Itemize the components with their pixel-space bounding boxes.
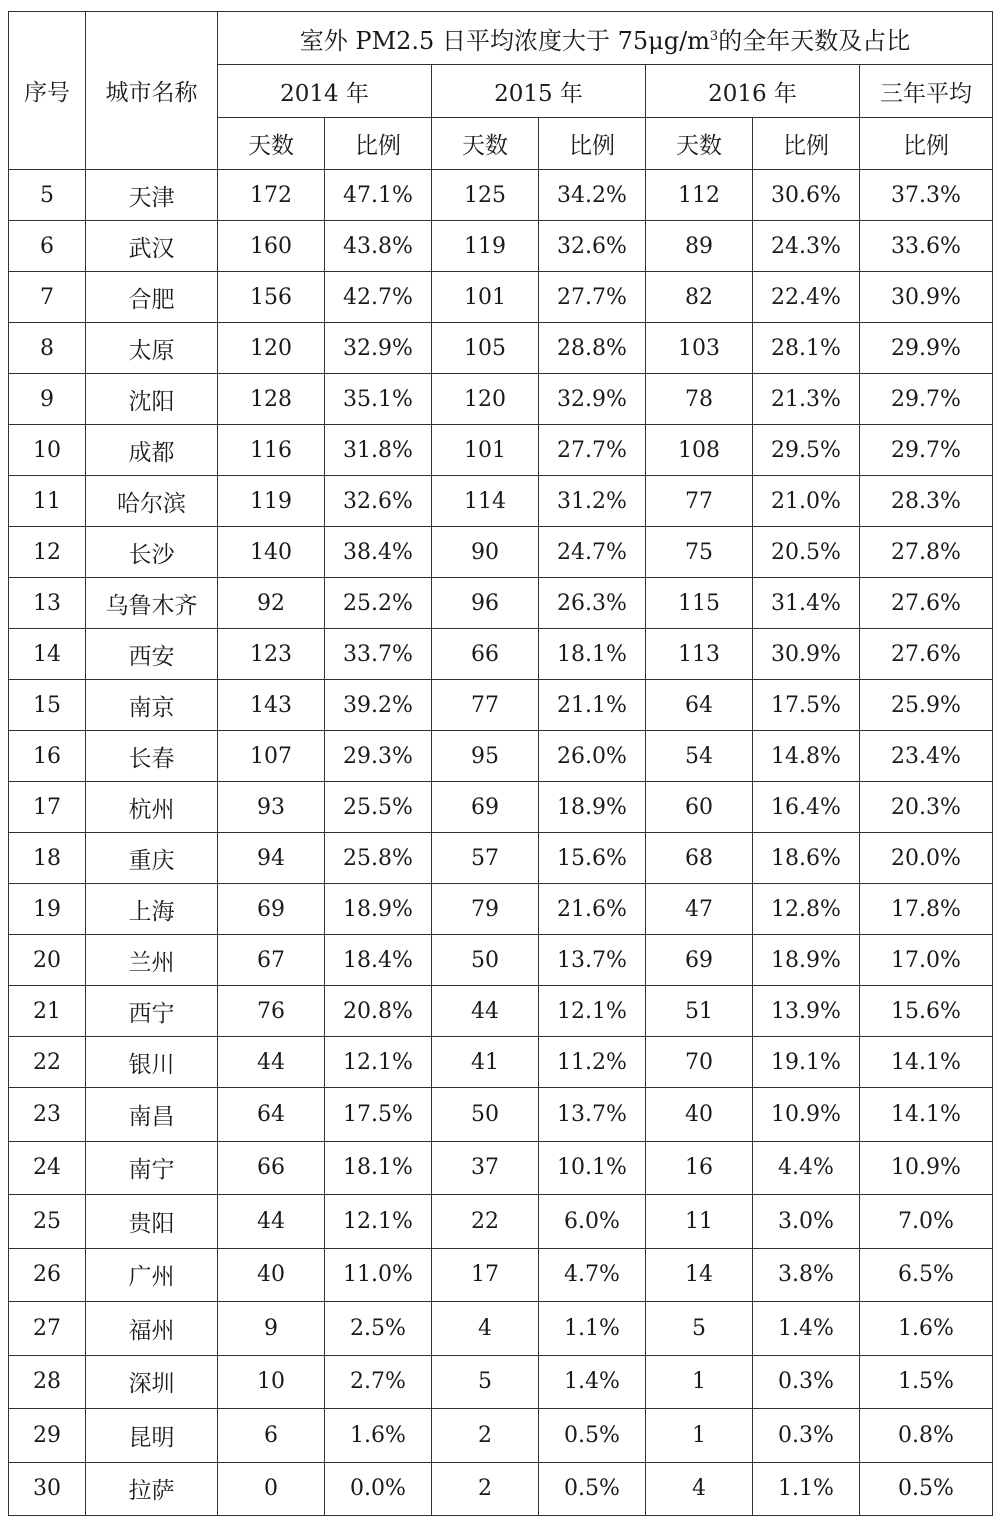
ratio-2015-cell: 1.4% <box>539 1355 646 1409</box>
city-cell: 成都 <box>86 425 218 476</box>
days-2016-cell: 1 <box>646 1409 753 1463</box>
ratio-average-cell: 27.6% <box>860 578 993 629</box>
ratio-2014-cell: 35.1% <box>325 374 432 425</box>
index-cell: 10 <box>9 425 86 476</box>
ratio-average-cell: 33.6% <box>860 221 993 272</box>
ratio-2014-cell: 18.4% <box>325 935 432 986</box>
index-cell: 5 <box>9 170 86 221</box>
days-2015-cell: 95 <box>432 731 539 782</box>
ratio-2015-cell: 13.7% <box>539 1088 646 1142</box>
days-2015-cell: 2 <box>432 1409 539 1463</box>
index-cell: 9 <box>9 374 86 425</box>
index-cell: 16 <box>9 731 86 782</box>
city-cell: 重庆 <box>86 833 218 884</box>
ratio-average-cell: 0.5% <box>860 1462 993 1516</box>
ratio-2014-cell: 25.5% <box>325 782 432 833</box>
table-row <box>9 374 993 425</box>
ratio-2014-cell: 11.0% <box>325 1248 432 1302</box>
days-2014-cell: 69 <box>218 884 325 935</box>
days-2014-cell: 107 <box>218 731 325 782</box>
days-2016-cell: 78 <box>646 374 753 425</box>
ratio-2016-cell: 0.3% <box>753 1409 860 1463</box>
table-header <box>9 12 993 170</box>
city-cell: 西宁 <box>86 986 218 1037</box>
days-2014-cell: 40 <box>218 1248 325 1302</box>
days-2014-cell: 93 <box>218 782 325 833</box>
table-body <box>9 170 993 1516</box>
ratio-average-cell: 1.5% <box>860 1355 993 1409</box>
ratio-2016-cell: 29.5% <box>753 425 860 476</box>
index-cell: 8 <box>9 323 86 374</box>
index-cell: 17 <box>9 782 86 833</box>
city-cell: 南宁 <box>86 1141 218 1195</box>
days-2016-cell: 89 <box>646 221 753 272</box>
ratio-2014-cell: 17.5% <box>325 1088 432 1142</box>
city-cell: 拉萨 <box>86 1462 218 1516</box>
days-2014-cell: 10 <box>218 1355 325 1409</box>
ratio-2016-cell: 3.8% <box>753 1248 860 1302</box>
ratio-2015-cell: 34.2% <box>539 170 646 221</box>
ratio-2016-cell: 18.6% <box>753 833 860 884</box>
days-2015-cell: 69 <box>432 782 539 833</box>
index-cell: 14 <box>9 629 86 680</box>
city-cell: 太原 <box>86 323 218 374</box>
ratio-average-cell: 1.6% <box>860 1302 993 1356</box>
days-2014-cell: 67 <box>218 935 325 986</box>
ratio-2014-cell: 39.2% <box>325 680 432 731</box>
days-2015-cell: 22 <box>432 1195 539 1249</box>
index-cell: 6 <box>9 221 86 272</box>
days-2015-cell: 37 <box>432 1141 539 1195</box>
ratio-average-cell: 20.0% <box>860 833 993 884</box>
index-cell: 24 <box>9 1141 86 1195</box>
year-header-2016: 2016 年 <box>646 65 860 118</box>
days-2016-cell: 11 <box>646 1195 753 1249</box>
city-cell: 银川 <box>86 1037 218 1088</box>
days-2014-cell: 6 <box>218 1409 325 1463</box>
days-2014-cell: 44 <box>218 1195 325 1249</box>
days-2015-cell: 119 <box>432 221 539 272</box>
ratio-2015-cell: 31.2% <box>539 476 646 527</box>
days-2014-cell: 143 <box>218 680 325 731</box>
city-cell: 合肥 <box>86 272 218 323</box>
days-2014-cell: 0 <box>218 1462 325 1516</box>
city-cell: 福州 <box>86 1302 218 1356</box>
sub-header-ratio-2015: 比例 <box>539 118 646 170</box>
ratio-2014-cell: 33.7% <box>325 629 432 680</box>
table-row <box>9 272 993 323</box>
table-title-superscript: 3 <box>709 28 719 44</box>
days-2014-cell: 120 <box>218 323 325 374</box>
table-row <box>9 986 993 1037</box>
ratio-2015-cell: 27.7% <box>539 425 646 476</box>
table-row <box>9 221 993 272</box>
ratio-2016-cell: 17.5% <box>753 680 860 731</box>
city-cell: 天津 <box>86 170 218 221</box>
table-row <box>9 323 993 374</box>
ratio-average-cell: 20.3% <box>860 782 993 833</box>
index-cell: 28 <box>9 1355 86 1409</box>
ratio-2015-cell: 15.6% <box>539 833 646 884</box>
days-2015-cell: 101 <box>432 425 539 476</box>
table-row <box>9 1462 993 1516</box>
year-header-2014: 2014 年 <box>218 65 432 118</box>
days-2016-cell: 5 <box>646 1302 753 1356</box>
table-row <box>9 527 993 578</box>
city-cell: 哈尔滨 <box>86 476 218 527</box>
table-row <box>9 782 993 833</box>
ratio-2016-cell: 20.5% <box>753 527 860 578</box>
city-cell: 深圳 <box>86 1355 218 1409</box>
days-2015-cell: 77 <box>432 680 539 731</box>
table-title-suffix: 的全年天数及占比 <box>718 26 911 55</box>
days-2014-cell: 119 <box>218 476 325 527</box>
days-2014-cell: 92 <box>218 578 325 629</box>
city-cell: 沈阳 <box>86 374 218 425</box>
index-cell: 18 <box>9 833 86 884</box>
city-cell: 昆明 <box>86 1409 218 1463</box>
ratio-2015-cell: 32.9% <box>539 374 646 425</box>
table-row <box>9 1302 993 1356</box>
ratio-average-cell: 15.6% <box>860 986 993 1037</box>
ratio-2016-cell: 21.0% <box>753 476 860 527</box>
ratio-2016-cell: 21.3% <box>753 374 860 425</box>
ratio-2014-cell: 1.6% <box>325 1409 432 1463</box>
sub-header-days-2014: 天数 <box>218 118 325 170</box>
table-row <box>9 578 993 629</box>
ratio-2014-cell: 12.1% <box>325 1195 432 1249</box>
ratio-2014-cell: 0.0% <box>325 1462 432 1516</box>
days-2016-cell: 69 <box>646 935 753 986</box>
ratio-2015-cell: 28.8% <box>539 323 646 374</box>
table-title <box>218 12 993 65</box>
index-cell: 23 <box>9 1088 86 1142</box>
ratio-2014-cell: 18.9% <box>325 884 432 935</box>
days-2016-cell: 108 <box>646 425 753 476</box>
days-2015-cell: 57 <box>432 833 539 884</box>
ratio-2015-cell: 24.7% <box>539 527 646 578</box>
table-row <box>9 680 993 731</box>
days-2014-cell: 44 <box>218 1037 325 1088</box>
ratio-2015-cell: 10.1% <box>539 1141 646 1195</box>
days-2014-cell: 172 <box>218 170 325 221</box>
days-2015-cell: 120 <box>432 374 539 425</box>
ratio-average-cell: 37.3% <box>860 170 993 221</box>
ratio-2014-cell: 31.8% <box>325 425 432 476</box>
ratio-2016-cell: 19.1% <box>753 1037 860 1088</box>
ratio-2015-cell: 6.0% <box>539 1195 646 1249</box>
days-2015-cell: 4 <box>432 1302 539 1356</box>
ratio-2015-cell: 18.9% <box>539 782 646 833</box>
days-2015-cell: 44 <box>432 986 539 1037</box>
ratio-2015-cell: 21.6% <box>539 884 646 935</box>
days-2014-cell: 64 <box>218 1088 325 1142</box>
ratio-2016-cell: 10.9% <box>753 1088 860 1142</box>
days-2016-cell: 115 <box>646 578 753 629</box>
table-row <box>9 1088 993 1142</box>
index-cell: 27 <box>9 1302 86 1356</box>
days-2014-cell: 9 <box>218 1302 325 1356</box>
ratio-2014-cell: 42.7% <box>325 272 432 323</box>
city-cell: 兰州 <box>86 935 218 986</box>
ratio-2016-cell: 13.9% <box>753 986 860 1037</box>
ratio-average-cell: 17.0% <box>860 935 993 986</box>
days-2016-cell: 14 <box>646 1248 753 1302</box>
index-cell: 29 <box>9 1409 86 1463</box>
ratio-2016-cell: 1.4% <box>753 1302 860 1356</box>
days-2016-cell: 70 <box>646 1037 753 1088</box>
ratio-2014-cell: 47.1% <box>325 170 432 221</box>
ratio-2014-cell: 32.6% <box>325 476 432 527</box>
city-cell: 西安 <box>86 629 218 680</box>
ratio-average-cell: 14.1% <box>860 1088 993 1142</box>
days-2015-cell: 66 <box>432 629 539 680</box>
ratio-average-cell: 30.9% <box>860 272 993 323</box>
ratio-average-cell: 7.0% <box>860 1195 993 1249</box>
days-2015-cell: 50 <box>432 1088 539 1142</box>
city-cell: 南昌 <box>86 1088 218 1142</box>
days-2014-cell: 94 <box>218 833 325 884</box>
ratio-2014-cell: 2.7% <box>325 1355 432 1409</box>
days-2015-cell: 41 <box>432 1037 539 1088</box>
days-2014-cell: 156 <box>218 272 325 323</box>
city-cell: 乌鲁木齐 <box>86 578 218 629</box>
table-title-prefix: 室外 PM2.5 日平均浓度大于 75μg/m <box>299 26 710 55</box>
table-row <box>9 1409 993 1463</box>
ratio-2015-cell: 26.0% <box>539 731 646 782</box>
year-header-average: 三年平均 <box>860 65 993 118</box>
table-row <box>9 935 993 986</box>
city-cell: 武汉 <box>86 221 218 272</box>
ratio-average-cell: 23.4% <box>860 731 993 782</box>
table-row <box>9 476 993 527</box>
ratio-2016-cell: 31.4% <box>753 578 860 629</box>
days-2015-cell: 114 <box>432 476 539 527</box>
days-2015-cell: 101 <box>432 272 539 323</box>
ratio-average-cell: 17.8% <box>860 884 993 935</box>
ratio-2014-cell: 29.3% <box>325 731 432 782</box>
table-row <box>9 1141 993 1195</box>
days-2015-cell: 79 <box>432 884 539 935</box>
ratio-average-cell: 28.3% <box>860 476 993 527</box>
col-header-city: 城市名称 <box>86 12 218 170</box>
ratio-average-cell: 29.7% <box>860 425 993 476</box>
days-2016-cell: 113 <box>646 629 753 680</box>
ratio-2016-cell: 24.3% <box>753 221 860 272</box>
ratio-2014-cell: 2.5% <box>325 1302 432 1356</box>
ratio-2016-cell: 18.9% <box>753 935 860 986</box>
days-2015-cell: 5 <box>432 1355 539 1409</box>
ratio-2015-cell: 27.7% <box>539 272 646 323</box>
city-cell: 长春 <box>86 731 218 782</box>
ratio-average-cell: 0.8% <box>860 1409 993 1463</box>
ratio-2014-cell: 32.9% <box>325 323 432 374</box>
ratio-2015-cell: 11.2% <box>539 1037 646 1088</box>
days-2014-cell: 76 <box>218 986 325 1037</box>
days-2016-cell: 40 <box>646 1088 753 1142</box>
days-2016-cell: 51 <box>646 986 753 1037</box>
ratio-average-cell: 29.9% <box>860 323 993 374</box>
days-2015-cell: 96 <box>432 578 539 629</box>
table-row <box>9 884 993 935</box>
days-2016-cell: 112 <box>646 170 753 221</box>
index-cell: 19 <box>9 884 86 935</box>
days-2016-cell: 77 <box>646 476 753 527</box>
pm25-table <box>8 11 993 1516</box>
days-2015-cell: 17 <box>432 1248 539 1302</box>
table-row <box>9 731 993 782</box>
city-cell: 广州 <box>86 1248 218 1302</box>
ratio-average-cell: 27.8% <box>860 527 993 578</box>
sub-header-days-2016: 天数 <box>646 118 753 170</box>
sub-header-ratio-2014: 比例 <box>325 118 432 170</box>
ratio-2016-cell: 30.6% <box>753 170 860 221</box>
index-cell: 22 <box>9 1037 86 1088</box>
index-cell: 11 <box>9 476 86 527</box>
index-cell: 15 <box>9 680 86 731</box>
days-2014-cell: 160 <box>218 221 325 272</box>
index-cell: 7 <box>9 272 86 323</box>
ratio-average-cell: 14.1% <box>860 1037 993 1088</box>
city-cell: 杭州 <box>86 782 218 833</box>
table-row <box>9 1037 993 1088</box>
ratio-2016-cell: 0.3% <box>753 1355 860 1409</box>
index-cell: 20 <box>9 935 86 986</box>
days-2015-cell: 2 <box>432 1462 539 1516</box>
ratio-average-cell: 27.6% <box>860 629 993 680</box>
index-cell: 26 <box>9 1248 86 1302</box>
ratio-2016-cell: 28.1% <box>753 323 860 374</box>
index-cell: 25 <box>9 1195 86 1249</box>
days-2016-cell: 60 <box>646 782 753 833</box>
table-row <box>9 629 993 680</box>
ratio-average-cell: 25.9% <box>860 680 993 731</box>
days-2016-cell: 1 <box>646 1355 753 1409</box>
ratio-2016-cell: 16.4% <box>753 782 860 833</box>
ratio-2015-cell: 4.7% <box>539 1248 646 1302</box>
index-cell: 12 <box>9 527 86 578</box>
index-cell: 13 <box>9 578 86 629</box>
days-2016-cell: 47 <box>646 884 753 935</box>
ratio-2016-cell: 14.8% <box>753 731 860 782</box>
ratio-2016-cell: 12.8% <box>753 884 860 935</box>
ratio-2014-cell: 25.2% <box>325 578 432 629</box>
ratio-2016-cell: 30.9% <box>753 629 860 680</box>
days-2016-cell: 82 <box>646 272 753 323</box>
index-cell: 30 <box>9 1462 86 1516</box>
table-row <box>9 170 993 221</box>
ratio-2016-cell: 22.4% <box>753 272 860 323</box>
city-cell: 南京 <box>86 680 218 731</box>
city-cell: 长沙 <box>86 527 218 578</box>
days-2016-cell: 64 <box>646 680 753 731</box>
index-cell: 21 <box>9 986 86 1037</box>
ratio-2014-cell: 20.8% <box>325 986 432 1037</box>
days-2015-cell: 50 <box>432 935 539 986</box>
days-2015-cell: 125 <box>432 170 539 221</box>
ratio-average-cell: 6.5% <box>860 1248 993 1302</box>
table-row <box>9 833 993 884</box>
ratio-2015-cell: 1.1% <box>539 1302 646 1356</box>
days-2016-cell: 16 <box>646 1141 753 1195</box>
ratio-2016-cell: 3.0% <box>753 1195 860 1249</box>
ratio-2016-cell: 4.4% <box>753 1141 860 1195</box>
days-2016-cell: 103 <box>646 323 753 374</box>
ratio-2015-cell: 0.5% <box>539 1409 646 1463</box>
days-2015-cell: 105 <box>432 323 539 374</box>
table-row <box>9 425 993 476</box>
sub-header-ratio-2016: 比例 <box>753 118 860 170</box>
col-header-index: 序号 <box>9 12 86 170</box>
days-2016-cell: 75 <box>646 527 753 578</box>
days-2014-cell: 140 <box>218 527 325 578</box>
days-2016-cell: 54 <box>646 731 753 782</box>
ratio-2014-cell: 25.8% <box>325 833 432 884</box>
table-row <box>9 1355 993 1409</box>
days-2015-cell: 90 <box>432 527 539 578</box>
ratio-2015-cell: 12.1% <box>539 986 646 1037</box>
city-cell: 上海 <box>86 884 218 935</box>
ratio-2014-cell: 43.8% <box>325 221 432 272</box>
ratio-2014-cell: 12.1% <box>325 1037 432 1088</box>
ratio-2015-cell: 0.5% <box>539 1462 646 1516</box>
ratio-2015-cell: 32.6% <box>539 221 646 272</box>
ratio-2014-cell: 18.1% <box>325 1141 432 1195</box>
ratio-2015-cell: 13.7% <box>539 935 646 986</box>
ratio-2015-cell: 21.1% <box>539 680 646 731</box>
ratio-average-cell: 10.9% <box>860 1141 993 1195</box>
sub-header-days-2015: 天数 <box>432 118 539 170</box>
city-cell: 贵阳 <box>86 1195 218 1249</box>
ratio-2016-cell: 1.1% <box>753 1462 860 1516</box>
days-2014-cell: 66 <box>218 1141 325 1195</box>
table-row <box>9 1248 993 1302</box>
ratio-average-cell: 29.7% <box>860 374 993 425</box>
table-row <box>9 1195 993 1249</box>
days-2014-cell: 116 <box>218 425 325 476</box>
ratio-2014-cell: 38.4% <box>325 527 432 578</box>
sub-header-ratio-average: 比例 <box>860 118 993 170</box>
days-2014-cell: 123 <box>218 629 325 680</box>
ratio-2015-cell: 18.1% <box>539 629 646 680</box>
year-header-2015: 2015 年 <box>432 65 646 118</box>
days-2016-cell: 68 <box>646 833 753 884</box>
ratio-2015-cell: 26.3% <box>539 578 646 629</box>
days-2014-cell: 128 <box>218 374 325 425</box>
days-2016-cell: 4 <box>646 1462 753 1516</box>
